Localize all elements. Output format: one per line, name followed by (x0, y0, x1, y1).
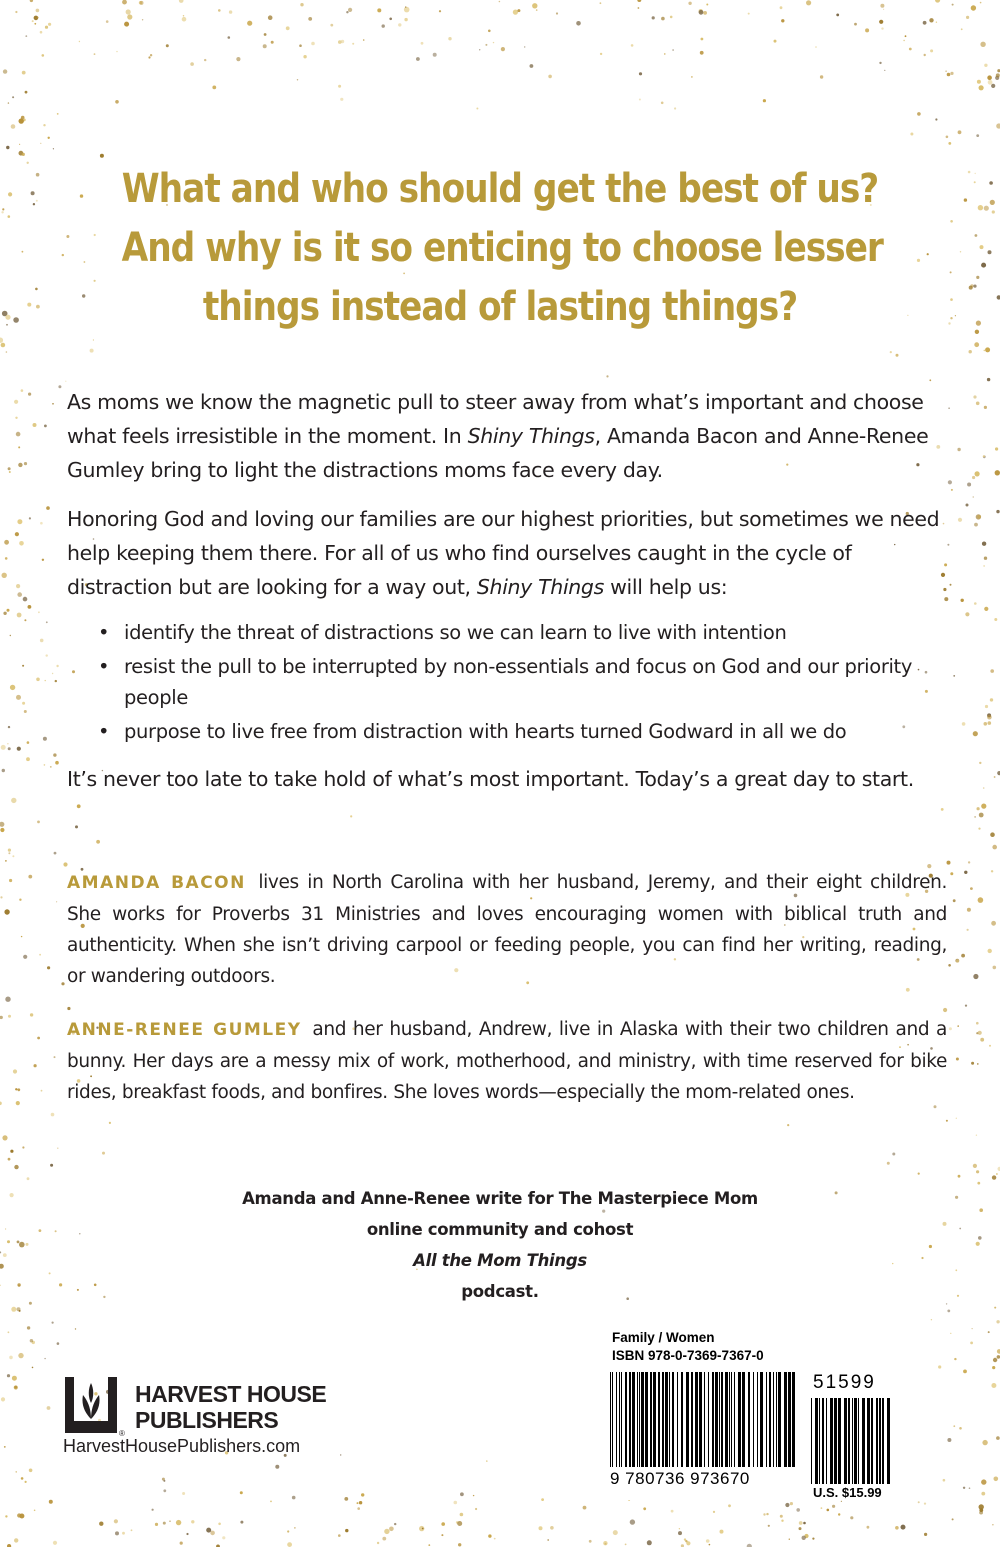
description (67, 385, 947, 811)
isbn-barcode (610, 1372, 795, 1484)
category-label: Family / Women (612, 1330, 715, 1345)
publisher-name: HARVEST HOUSE PUBLISHERS (135, 1381, 327, 1433)
intro-paragraph-1: As moms we know the magnetic pull to steer away from what’s important and choose what feels irresistible in the moment. In Shiny Things, Amanda Bacon and Anne-Renee Gumley bring to light the distractions moms face every day. (67, 390, 929, 482)
podcast-title: All the Mom Things (413, 1251, 587, 1270)
list-item: • resist the pull to be interrupted by non-essentials and focus on God and our priority people (124, 651, 947, 713)
headline-line-2: And why is it so enticing to choose lesser (121, 225, 883, 271)
book-title: Shiny Things (467, 424, 595, 448)
headline-line-3: things instead of lasting things? (202, 284, 798, 330)
community-note: Amanda and Anne-Renee write for The Masterpiece Mom online community and cohost All the Mom Things podcast. (242, 1189, 758, 1301)
benefit-list (67, 617, 947, 747)
harvest-house-logo-icon (63, 1373, 125, 1441)
intro-paragraph-2: Honoring God and loving our families are our highest priorities, but sometimes we need help keeping them there. For all of us who find ourselves caught in the cycle of distraction but are looking for a way out, Shiny Things will help us: (67, 507, 940, 599)
isbn-label: ISBN 978-0-7369-7367-0 (612, 1348, 764, 1363)
headline-line-1: What and who should get the best of us? (121, 166, 879, 212)
barcode-block (598, 1330, 920, 1500)
author-name: ANNE-RENEE GUMLEY (67, 1020, 302, 1040)
closing-paragraph: It’s never too late to take hold of what’s most important. Today’s a great day to start. (67, 767, 914, 791)
headline (121, 160, 883, 337)
author-name: AMANDA BACON (67, 873, 246, 893)
author-bio-amanda: AMANDA BACON lives in North Carolina with her husband, Jeremy, and their eight children. She works for Proverbs 31 Ministries and loves encouraging women with biblical truth and authenticity. When she isn’t driving carpool or feeding people, you can find her writing, reading, or wandering outdoors. (67, 872, 948, 987)
barcode-digits: 9 780736 973670 (610, 1469, 750, 1488)
svg-text:®: ® (119, 1429, 125, 1438)
list-item: • identify the threat of distractions so we can learn to live with intention (124, 617, 947, 648)
book-title: Shiny Things (476, 575, 604, 599)
list-item: • purpose to live free from distraction with hearts turned Godward in all we do (124, 716, 947, 747)
price-code: 51599 (813, 1372, 876, 1393)
price-barcode (811, 1398, 893, 1484)
price-label: U.S. $15.99 (813, 1485, 882, 1500)
author-bio-anne-renee: ANNE-RENEE GUMLEY and her husband, Andrew, live in Alaska with their two children and a bunny. Her days are a messy mix of work, motherhood, and ministry, with time reserved for bike rides, breakfast foods, and bonfires. She loves words—especially the mom-related ones. (67, 1019, 947, 1103)
publisher-url: HarvestHousePublishers.com (63, 1436, 301, 1456)
